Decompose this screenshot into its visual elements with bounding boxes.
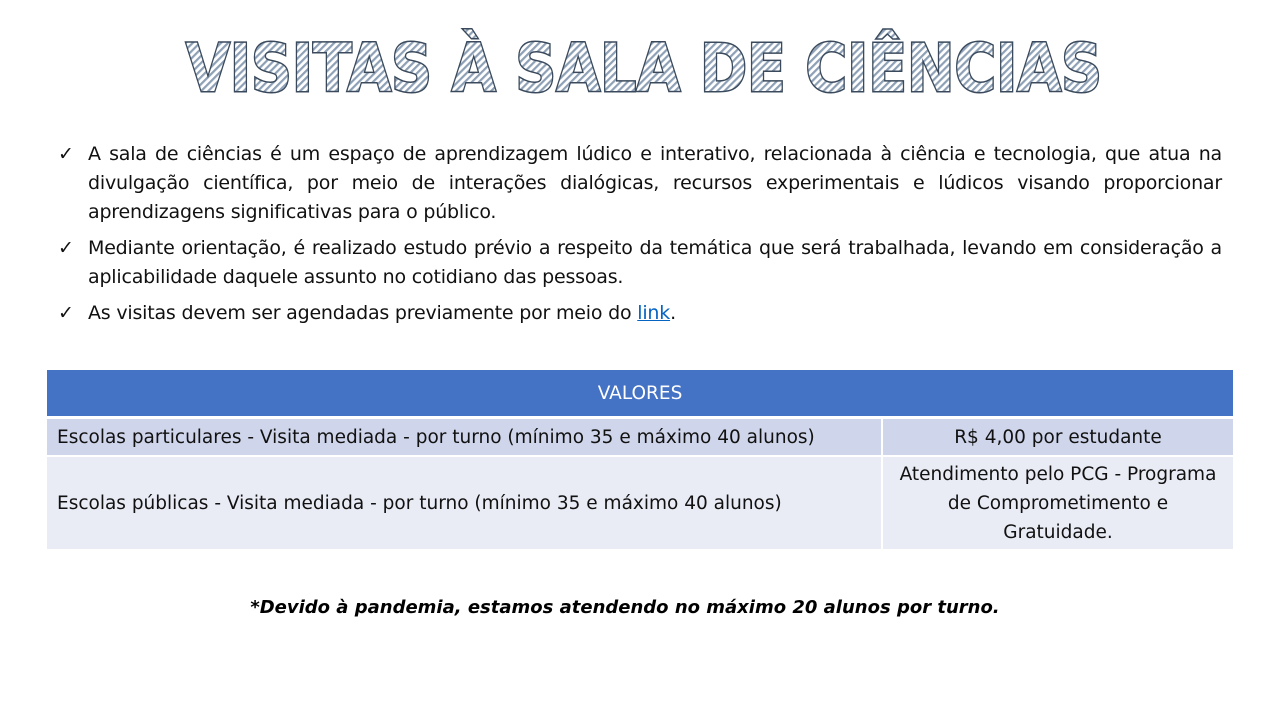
page-title-graphic [0, 22, 1280, 112]
schedule-link[interactable]: link [637, 302, 671, 324]
bullet-item [58, 140, 1222, 227]
table-row [47, 418, 1233, 457]
info-bullet-list [58, 140, 1222, 335]
check-icon: ✓ [58, 302, 74, 324]
page-title-container [0, 22, 1280, 112]
row-description: Escolas públicas - Visita mediada - por turno (mínimo 35 e máximo 40 alunos) [47, 456, 882, 550]
table-header: VALORES [47, 370, 1233, 418]
check-icon: ✓ [58, 143, 74, 165]
bullet-text-end: . [670, 302, 676, 324]
bullet-text: A sala de ciências é um espaço de aprendizagem lúdico e interativo, relacionada à ciência e tecnologia, que atua na divulgação científica, por meio de interações dialógicas, recursos experimentais e lúdicos visando proporcionar aprendizagens significativas para o público. [88, 143, 1222, 223]
check-icon: ✓ [58, 237, 74, 259]
table-row [47, 456, 1233, 550]
row-description: Escolas particulares - Visita mediada - por turno (mínimo 35 e máximo 40 alunos) [47, 418, 882, 457]
bullet-item [58, 234, 1222, 292]
bullet-text: As visitas devem ser agendadas previamente por meio do [88, 302, 638, 324]
bullet-item [58, 299, 1222, 328]
page-title: VISITAS À SALA DE CIÊNCIAS [186, 30, 1252, 107]
row-price: Atendimento pelo PCG - Programa de Comprometimento e Gratuidade. [882, 456, 1233, 550]
bullet-text: Mediante orientação, é realizado estudo prévio a respeito da temática que será trabalhada, levando em consideração a aplicabilidade daquele assunto no cotidiano das pessoas. [88, 237, 1222, 288]
row-price: R$ 4,00 por estudante [882, 418, 1233, 457]
prices-table [47, 370, 1233, 551]
pandemic-note: *Devido à pandemia, estamos atendendo no máximo 20 alunos por turno. [250, 597, 1000, 618]
